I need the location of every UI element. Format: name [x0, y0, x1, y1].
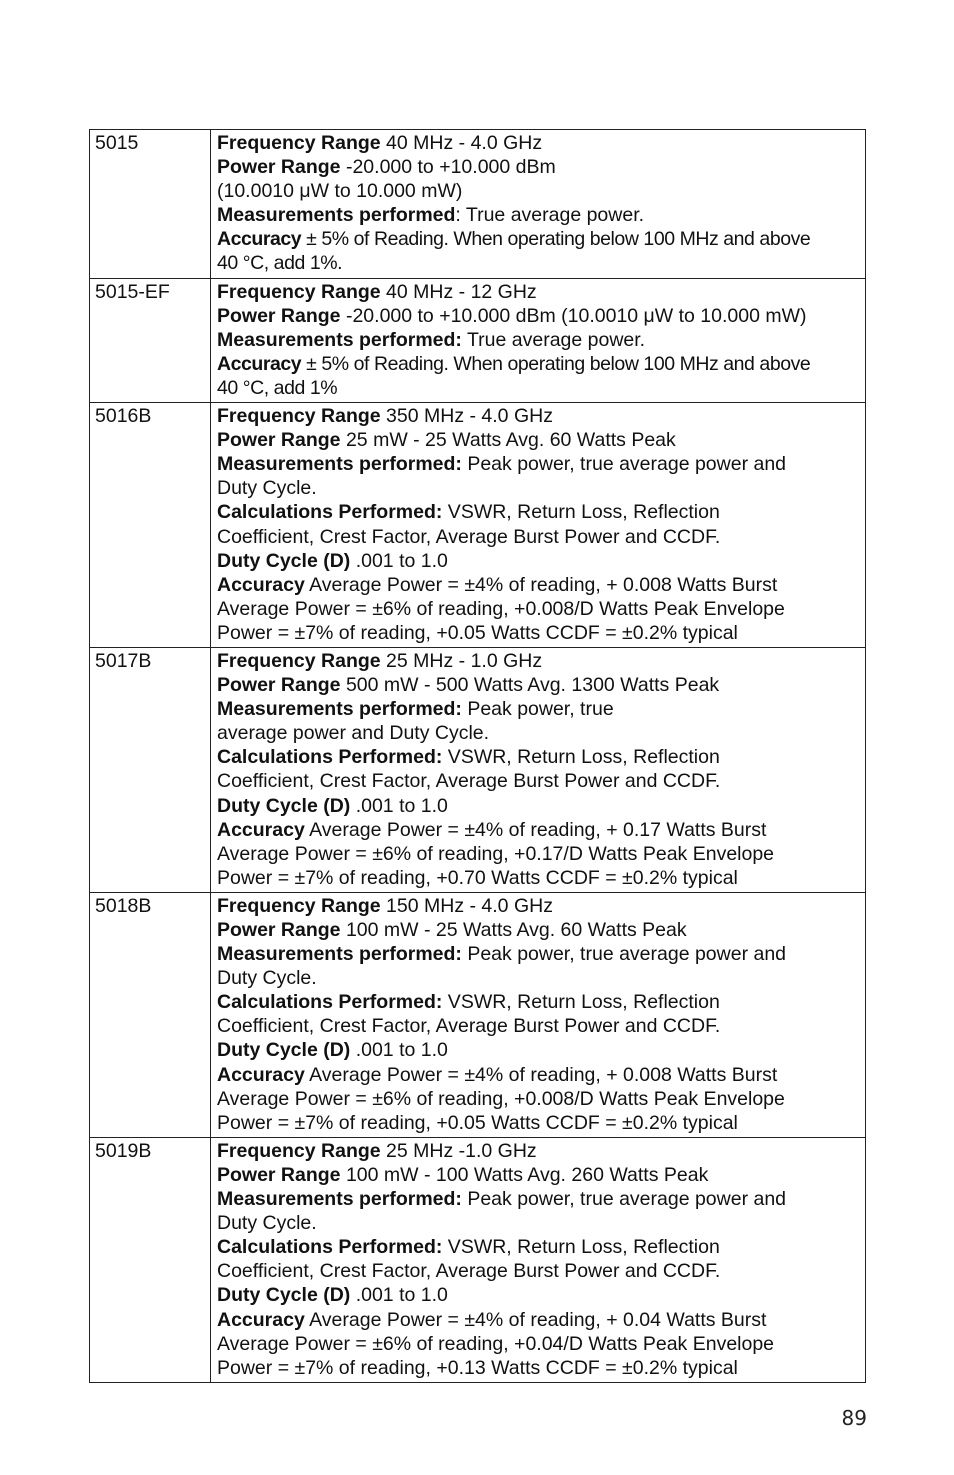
- spec-line: [217, 1259, 861, 1283]
- spec-value: Coefficient, Crest Factor, Average Burst Power and CCDF.: [217, 1260, 721, 1283]
- spec-line: [217, 1187, 861, 1211]
- spec-value: average power and Duty Cycle.: [217, 722, 490, 745]
- spec-line: [217, 376, 861, 400]
- spec-value: VSWR, Return Loss, Reflection: [442, 991, 720, 1014]
- spec-label: Duty Cycle (D): [217, 794, 351, 817]
- spec-line: [217, 1283, 861, 1307]
- spec-value: VSWR, Return Loss, Reflection: [442, 501, 720, 524]
- spec-line: [217, 155, 861, 179]
- spec-value: VSWR, Return Loss, Reflection: [442, 746, 720, 769]
- spec-label: Accuracy: [217, 1308, 305, 1331]
- spec-line: [217, 673, 861, 697]
- spec-line: [217, 328, 861, 352]
- spec-label: Measurements performed:: [217, 453, 462, 476]
- table-row: [90, 1137, 866, 1382]
- spec-line: [217, 280, 861, 304]
- spec-line: [217, 404, 861, 428]
- spec-value: Average Power = ±6% of reading, +0.008/D Watts Peak Envelope: [217, 1087, 785, 1110]
- spec-value: Peak power, true average power and: [461, 453, 787, 476]
- spec-line: [217, 1163, 861, 1187]
- spec-label: Accuracy: [217, 228, 302, 251]
- spec-value: Coefficient, Crest Factor, Average Burst Power and CCDF.: [217, 1015, 721, 1038]
- spec-value: 25 mW - 25 Watts Avg. 60 Watts Peak: [340, 429, 676, 452]
- spec-line: [217, 227, 861, 251]
- spec-line: [217, 942, 861, 966]
- spec-label: Power Range: [217, 1163, 341, 1186]
- spec-line: [217, 131, 861, 155]
- spec-value: ± 5% of Reading. When operating below 100 MHz and above: [301, 352, 811, 375]
- spec-cell: [211, 647, 866, 892]
- spec-line: [217, 866, 861, 890]
- spec-value: Power = ±7% of reading, +0.13 Watts CCDF = ±0.2% typical: [217, 1356, 738, 1379]
- spec-label: Measurements performed:: [217, 328, 462, 351]
- spec-value: 500 mW - 500 Watts Avg. 1300 Watts Peak: [340, 674, 720, 697]
- spec-value: .001 to 1.0: [350, 549, 448, 572]
- spec-table-body: [90, 130, 866, 1383]
- spec-value: Power = ±7% of reading, +0.05 Watts CCDF = ±0.2% typical: [217, 621, 738, 644]
- spec-label: Frequency Range: [217, 280, 381, 303]
- table-row: [90, 403, 866, 648]
- spec-line: [217, 1211, 861, 1235]
- spec-label: Power Range: [217, 304, 341, 327]
- spec-label: Calculations Performed:: [217, 991, 443, 1014]
- spec-line: [217, 697, 861, 721]
- spec-cell: [211, 130, 866, 279]
- spec-value: .001 to 1.0: [350, 794, 448, 817]
- spec-value: True average power.: [461, 328, 646, 351]
- spec-value: Average Power = ±4% of reading, + 0.008 Watts Burst: [304, 1063, 778, 1086]
- spec-value: Peak power, true average power and: [461, 943, 787, 966]
- spec-label: Measurements performed:: [217, 1188, 462, 1211]
- spec-line: [217, 990, 861, 1014]
- spec-cell: [211, 892, 866, 1137]
- spec-value: Average Power = ±4% of reading, + 0.008 Watts Burst: [304, 573, 778, 596]
- spec-line: [217, 1235, 861, 1259]
- spec-value: .001 to 1.0: [350, 1039, 448, 1062]
- spec-label: Calculations Performed:: [217, 501, 443, 524]
- spec-value: -20.000 to +10.000 dBm (10.0010 μW to 10.000 mW): [340, 304, 807, 327]
- spec-line: [217, 203, 861, 227]
- spec-line: [217, 721, 861, 745]
- spec-line: [217, 352, 861, 376]
- spec-value: Coefficient, Crest Factor, Average Burst Power and CCDF.: [217, 770, 721, 793]
- spec-value: Peak power, true: [461, 698, 614, 721]
- spec-line: [217, 1087, 861, 1111]
- table-row: [90, 278, 866, 402]
- spec-value: Average Power = ±6% of reading, +0.04/D Watts Peak Envelope: [217, 1332, 775, 1355]
- spec-line: [217, 842, 861, 866]
- spec-label: Accuracy: [217, 573, 305, 596]
- spec-value: Coefficient, Crest Factor, Average Burst Power and CCDF.: [217, 525, 721, 548]
- table-row: [90, 647, 866, 892]
- spec-label: Accuracy: [217, 352, 302, 375]
- spec-line: [217, 549, 861, 573]
- spec-line: [217, 525, 861, 549]
- model-cell: 5018B: [90, 892, 211, 1137]
- spec-value: .001 to 1.0: [350, 1284, 448, 1307]
- spec-value: Peak power, true average power and: [461, 1188, 787, 1211]
- spec-line: [217, 745, 861, 769]
- spec-value: 40 MHz - 12 GHz: [380, 280, 537, 303]
- spec-line: [217, 769, 861, 793]
- spec-value: 100 mW - 25 Watts Avg. 60 Watts Peak: [340, 919, 687, 941]
- spec-label: Power Range: [217, 429, 341, 452]
- model-cell: 5017B: [90, 647, 211, 892]
- spec-label: Frequency Range: [217, 894, 381, 917]
- spec-value: (10.0010 μW to 10.000 mW): [217, 180, 463, 203]
- spec-value: 100 mW - 100 Watts Avg. 260 Watts Peak: [340, 1163, 709, 1186]
- spec-value: Duty Cycle.: [217, 477, 317, 500]
- spec-label: Duty Cycle (D): [217, 549, 351, 572]
- model-cell: 5016B: [90, 403, 211, 648]
- spec-line: [217, 794, 861, 818]
- spec-label: Calculations Performed:: [217, 1236, 443, 1259]
- page-number: 89: [841, 1406, 867, 1430]
- spec-cell: [211, 403, 866, 648]
- spec-line: [217, 573, 861, 597]
- spec-line: [217, 918, 861, 942]
- spec-value: 25 MHz -1.0 GHz: [380, 1139, 537, 1162]
- spec-line: [217, 1139, 861, 1163]
- spec-line: [217, 1308, 861, 1332]
- spec-value: Average Power = ±6% of reading, +0.17/D Watts Peak Envelope: [217, 842, 775, 865]
- table-row: [90, 892, 866, 1137]
- spec-value: 25 MHz - 1.0 GHz: [380, 649, 543, 672]
- spec-line: [217, 1356, 861, 1380]
- spec-value: Average Power = ±4% of reading, + 0.17 Watts Burst: [304, 818, 767, 841]
- spec-line: [217, 304, 861, 328]
- spec-line: [217, 894, 861, 918]
- spec-line: [217, 1111, 861, 1135]
- spec-line: [217, 251, 861, 275]
- spec-label: Measurements performed: [217, 204, 456, 227]
- spec-label: Power Range: [217, 919, 341, 941]
- spec-line: [217, 1063, 861, 1087]
- spec-value: VSWR, Return Loss, Reflection: [442, 1236, 720, 1259]
- spec-line: [217, 966, 861, 990]
- spec-line: [217, 597, 861, 621]
- spec-label: Measurements performed:: [217, 698, 462, 721]
- spec-label: Accuracy: [217, 818, 305, 841]
- spec-label: Accuracy: [217, 1063, 305, 1086]
- spec-value: : True average power.: [455, 204, 645, 227]
- spec-line: [217, 428, 861, 452]
- spec-label: Frequency Range: [217, 1139, 381, 1162]
- spec-value: Duty Cycle.: [217, 967, 317, 990]
- spec-value: Power = ±7% of reading, +0.70 Watts CCDF = ±0.2% typical: [217, 866, 738, 889]
- spec-label: Power Range: [217, 156, 341, 179]
- spec-line: [217, 1014, 861, 1038]
- spec-line: [217, 179, 861, 203]
- spec-value: 40 °C, add 1%.: [217, 252, 343, 275]
- spec-value: 40 °C, add 1%: [217, 376, 338, 399]
- model-cell: 5015-EF: [90, 278, 211, 402]
- table-row: [90, 130, 866, 279]
- spec-value: 40 MHz - 4.0 GHz: [380, 132, 543, 154]
- spec-label: Frequency Range: [217, 132, 381, 154]
- spec-line: [217, 1332, 861, 1356]
- spec-value: 350 MHz - 4.0 GHz: [380, 405, 553, 428]
- spec-label: Duty Cycle (D): [217, 1284, 351, 1307]
- spec-value: -20.000 to +10.000 dBm: [340, 156, 556, 179]
- spec-value: Power = ±7% of reading, +0.05 Watts CCDF = ±0.2% typical: [217, 1111, 738, 1134]
- spec-label: Frequency Range: [217, 405, 381, 428]
- spec-line: [217, 621, 861, 645]
- spec-value: Duty Cycle.: [217, 1212, 317, 1235]
- model-cell: 5015: [90, 130, 211, 279]
- spec-value: 150 MHz - 4.0 GHz: [380, 894, 553, 917]
- spec-value: Average Power = ±4% of reading, + 0.04 Watts Burst: [304, 1308, 767, 1331]
- spec-line: [217, 818, 861, 842]
- spec-value: Average Power = ±6% of reading, +0.008/D Watts Peak Envelope: [217, 597, 785, 620]
- spec-line: [217, 649, 861, 673]
- spec-label: Measurements performed:: [217, 943, 462, 966]
- spec-label: Calculations Performed:: [217, 746, 443, 769]
- spec-line: [217, 500, 861, 524]
- spec-cell: [211, 278, 866, 402]
- spec-line: [217, 1038, 861, 1062]
- spec-line: [217, 452, 861, 476]
- spec-line: [217, 476, 861, 500]
- spec-label: Duty Cycle (D): [217, 1039, 351, 1062]
- spec-cell: [211, 1137, 866, 1382]
- spec-label: Power Range: [217, 674, 341, 697]
- spec-value: ± 5% of Reading. When operating below 100 MHz and above: [301, 228, 811, 251]
- spec-label: Frequency Range: [217, 649, 381, 672]
- spec-table: [89, 129, 866, 1383]
- model-cell: 5019B: [90, 1137, 211, 1382]
